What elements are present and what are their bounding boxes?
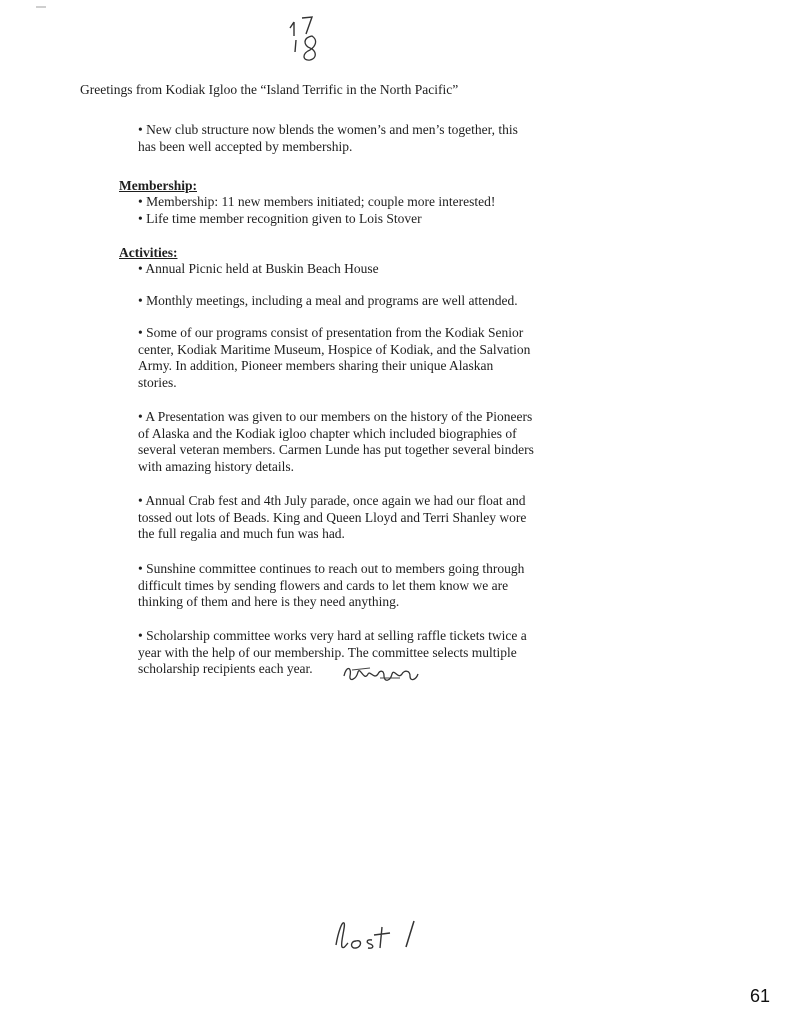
activity-line: tossed out lots of Beads. King and Queen Lloyd and Terri Shanley wore <box>138 509 527 525</box>
activity-meetings <box>138 293 578 310</box>
membership-list <box>138 194 578 227</box>
signature-scribble <box>340 662 420 686</box>
activity-line: scholarship recipients each year. <box>138 661 313 677</box>
handwritten-page-mark <box>280 12 330 67</box>
activity-line: difficult times by sending flowers and cards to let them know we are <box>138 577 509 593</box>
activity-line: • A Presentation was given to our members on the history of the Pioneers <box>138 409 533 424</box>
activity-line: • Sunshine committee continues to reach out to members going through <box>138 561 525 576</box>
activity-line: the full regalia and much fun was had. <box>138 526 345 542</box>
activity-line: Army. In addition, Pioneer members sharing their unique Alaskan <box>138 358 494 374</box>
scan-mark <box>36 6 46 8</box>
membership-item: • Life time member recognition given to Lois Stover <box>138 210 422 226</box>
activity-line: • Some of our programs consist of presentation from the Kodiak Senior <box>138 325 524 340</box>
activity-programs <box>138 325 578 391</box>
intro-line: • New club structure now blends the women’s and men’s together, this <box>138 122 518 137</box>
activity-line: stories. <box>138 374 177 390</box>
intro-paragraph <box>138 122 578 155</box>
activity-line: • Annual Crab fest and 4th July parade, once again we had our float and <box>138 493 526 508</box>
membership-heading: Membership: <box>119 178 197 193</box>
membership-item: • Membership: 11 new members initiated; couple more interested! <box>138 194 496 209</box>
activity-sunshine <box>138 561 578 611</box>
activity-crabfest <box>138 493 578 543</box>
activity-line: several veteran members. Carmen Lunde has put together several binders <box>138 442 534 458</box>
activity-line: of Alaska and the Kodiak igloo chapter which included biographies of <box>138 425 517 441</box>
handwritten-note <box>330 915 425 955</box>
activity-picnic <box>138 261 578 278</box>
activity-line: thinking of them and here is they need anything. <box>138 594 400 610</box>
activity-line: year with the help of our membership. The committee selects multiple <box>138 644 517 660</box>
page-number: 61 <box>749 986 770 1006</box>
activity-line: • Annual Picnic held at Buskin Beach House <box>138 261 379 276</box>
activity-line: • Monthly meetings, including a meal and programs are well attended. <box>138 293 518 308</box>
activities-heading: Activities: <box>119 245 178 260</box>
activity-line: center, Kodiak Maritime Museum, Hospice of Kodiak, and the Salvation <box>138 341 531 357</box>
activity-line: • Scholarship committee works very hard at selling raffle tickets twice a <box>138 628 527 643</box>
activity-presentation <box>138 409 578 475</box>
activity-line: with amazing history details. <box>138 458 294 474</box>
intro-line: has been well accepted by membership. <box>138 138 353 154</box>
greeting-line: Greetings from Kodiak Igloo the “Island Terrific in the North Pacific” <box>80 82 459 97</box>
